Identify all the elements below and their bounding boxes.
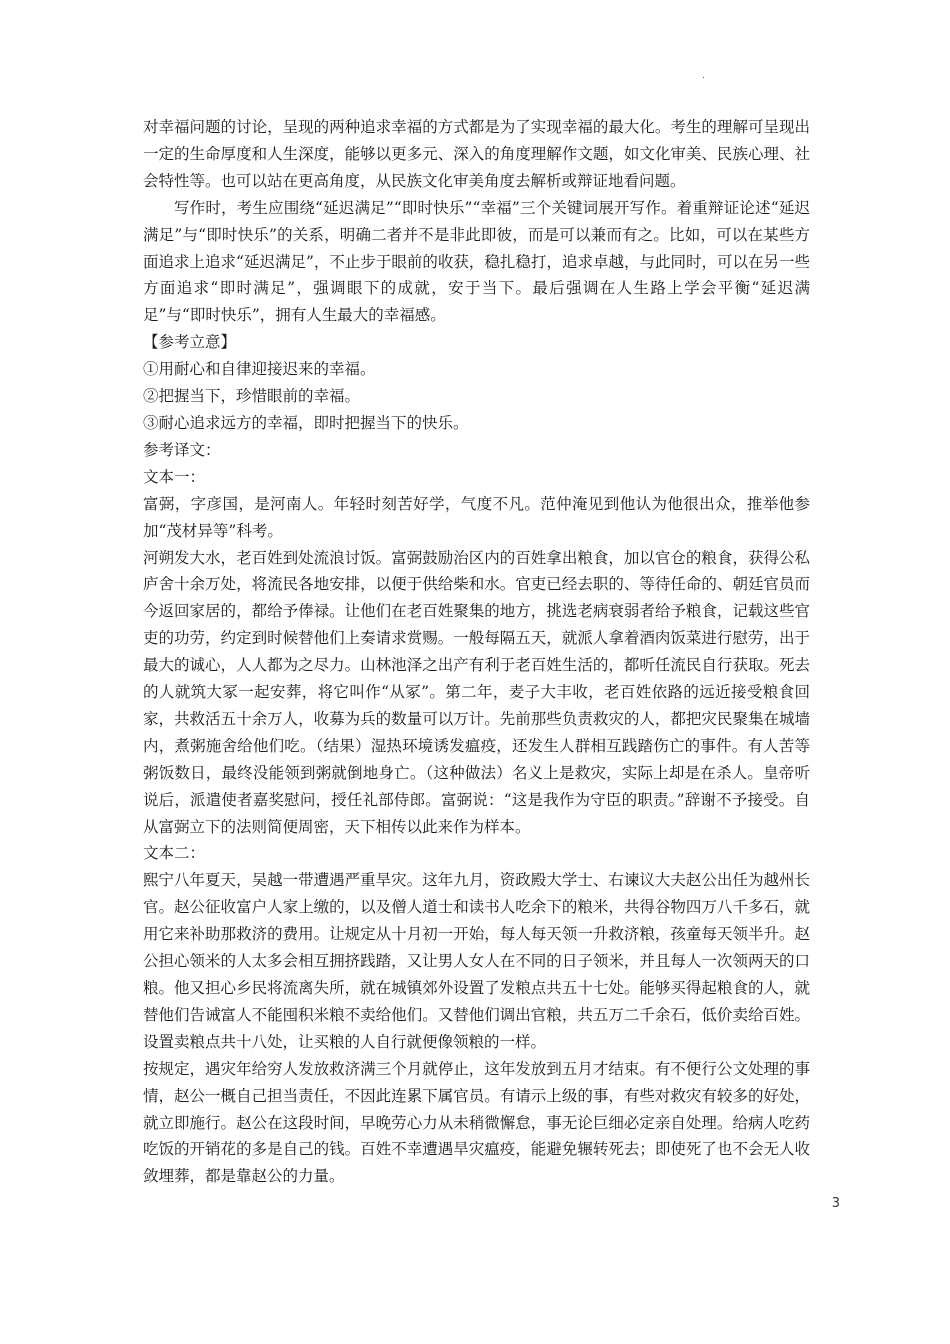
text2-paragraph-2: 按规定，遇灾年给穷人发放救济满三个月就停止，这年发放到五月才结束。有不便行公文处理的事情，赵公一概自己担当责任，不因此连累下属官员。有请示上级的事，有些对救灾有较多的好处，就立即施行。赵公在这段时间，早晚劳心力从未稍微懈怠，事无论巨细必定亲自处理。给病人吃药吃饭的开销花的多是自己的钱。百姓不幸遭遇旱灾瘟疫，能避免辗转死去；即使死了也不会无人收敛埋葬，都是靠赵公的力量。 — [143, 1059, 810, 1186]
reference-item: ②把握当下，珍惜眼前的幸福。 — [143, 387, 361, 406]
text1-heading: 文本一： — [143, 467, 206, 486]
text2-paragraph-1: 熙宁八年夏天，吴越一带遭遇严重旱灾。这年九月，资政殿大学士、右谏议大夫赵公出任为越州长官。赵公征收富户人家上缴的，以及僧人道士和读书人吃余下的粮米，共得谷物四万八千多石，就用它来补助那救济的费用。让规定从十月初一开始，每人每天领一升救济粮，孩童每天领半升。赵公担心领米的人太多会相互拥挤践踏，又让男人女人在不同的日子领米，并且每人一次领两天的口粮。他又担心乡民将流离失所，就在城镇郊外设置了发粮点共五十七处。能够买得起粮食的人，就替他们告诫富人不能囤积米粮不卖给他们。又替他们调出官粮，共五万二千余石，低价卖给百姓。设置卖粮点共十八处，让买粮的人自行就便像领粮的一样。 — [143, 871, 810, 1051]
main-content — [143, 114, 810, 1190]
text1-paragraph-1: 富弼，字彦国，是河南人。年轻时刻苦好学，气度不凡。范仲淹见到他认为他很出众，推举他参加“茂材异等”科考。 — [143, 494, 810, 540]
reference-heading: 【参考立意】 — [143, 333, 237, 352]
intro-paragraph-1: 对幸福问题的讨论，呈现的两种追求幸福的方式都是为了实现幸福的最大化。考生的理解可呈现出一定的生命厚度和人生深度，能够以更多元、深入的角度理解作文题，如文化审美、民族心理、社会特性等。也可以站在更高角度，从民族文化审美角度去解析或辩证地看问题。 — [143, 118, 810, 190]
reference-item: ①用耐心和自律迎接迟来的幸福。 — [143, 360, 376, 379]
page-number: 3 — [831, 1196, 840, 1211]
translation-heading: 参考译文： — [143, 440, 221, 459]
reference-item: ③耐心追求远方的幸福，即时把握当下的快乐。 — [143, 413, 469, 432]
text2-heading: 文本二： — [143, 844, 206, 863]
header-mark: . — [702, 70, 706, 81]
text1-paragraph-2: 河朔发大水，老百姓到处流浪讨饭。富弼鼓励治区内的百姓拿出粮食，加以官仓的粮食，获得公私庐舍十余万处，将流民各地安排，以便于供给柴和水。官吏已经去职的、等待任命的、朝廷官员而今返回家居的，都给予俸禄。让他们在老百姓聚集的地方，挑选老病衰弱者给予粮食，记载这些官吏的功劳，约定到时候替他们上奏请求赏赐。一般每隔五天，就派人拿着酒肉饭菜进行慰劳，出于最大的诚心，人人都为之尽力。山林池泽之出产有利于老百姓生活的，都听任流民自行获取。死去的人就筑大冢一起安葬，将它叫作“从冢”。第二年，麦子大丰收，老百姓依路的远近接受粮食回家，共救活五十余万人，收募为兵的数量可以万计。先前那些负责救灾的人，都把灾民聚集在城墙内，煮粥施舍给他们吃。（结果）湿热环境诱发瘟疫，还发生人群相互践踏伤亡的事件。有人苦等粥饭数日，最终没能领到粥就倒地身亡。（这种做法）名义上是救灾，实际上却是在杀人。皇帝听说后，派遣使者嘉奖慰问，授任礼部侍郎。富弼说：“这是我作为守臣的职责。”辞谢不予接受。自从富弼立下的法则简便周密，天下相传以此来作为样本。 — [143, 548, 810, 836]
intro-paragraph-2: 写作时，考生应围绕“延迟满足”“即时快乐”“幸福”三个关键词展开写作。着重辩证论述“延迟满足”与“即时快乐”的关系，明确二者并不是非此即彼，而是可以兼而有之。比如，可以在某些方面追求上追求“延迟满足”，不止步于眼前的收获，稳扎稳打，追求卓越，与此同时，可以在另一些方面追求“即时满足”，强调眼下的成就，安于当下。最后强调在人生路上学会平衡“延迟满足”与“即时快乐”，拥有人生最大的幸福感。 — [143, 198, 810, 325]
